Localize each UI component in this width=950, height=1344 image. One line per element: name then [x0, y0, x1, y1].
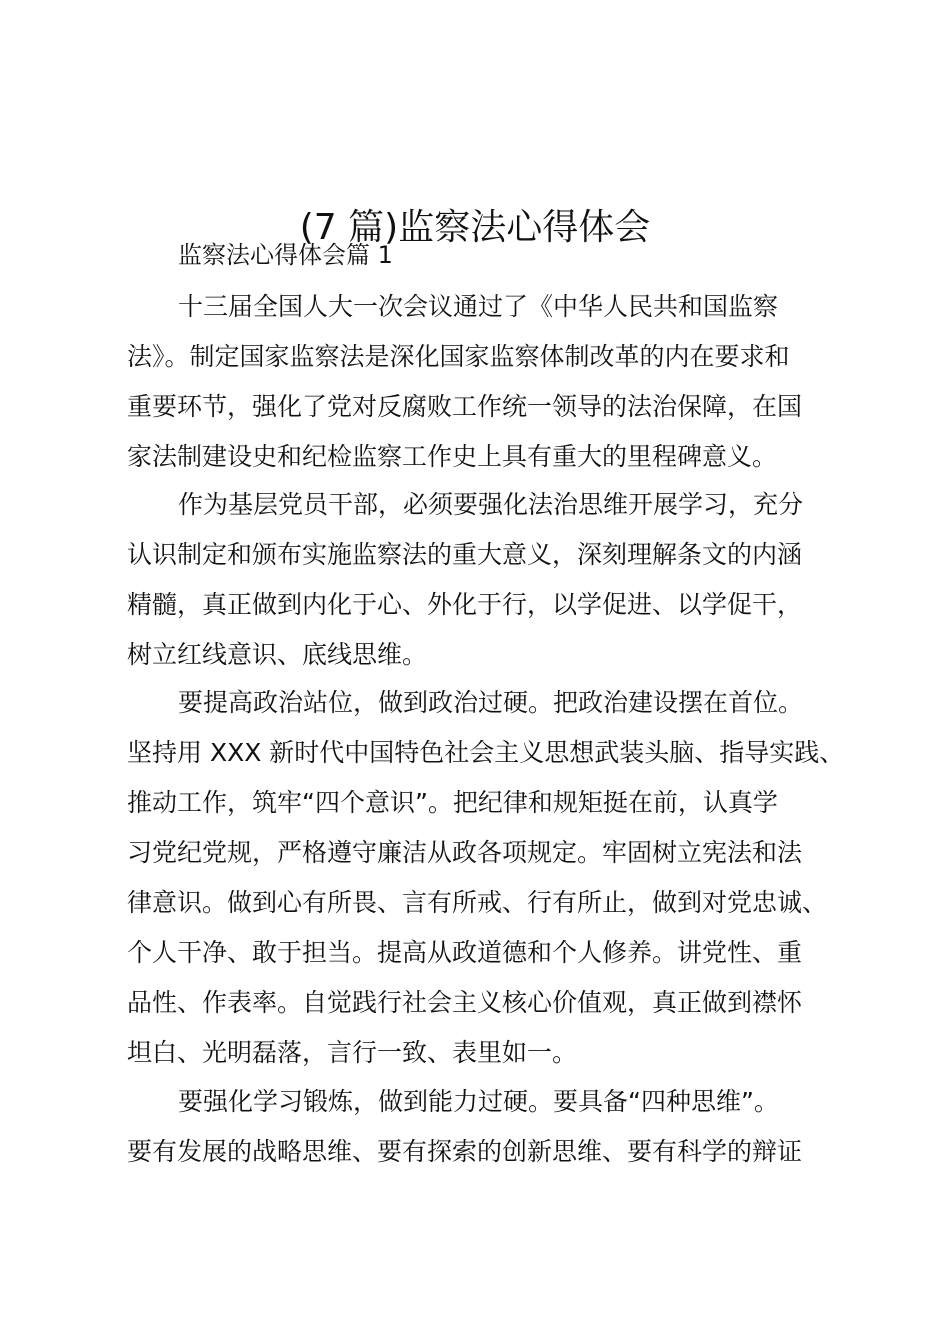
- paragraph-4: [127, 1077, 847, 1177]
- paragraph-line: 坚持用 XXX 新时代中国特色社会主义思想武装头脑、指导实践、: [127, 738, 845, 767]
- paragraph-line: 推动工作，筑牢“四个意识”。把纪律和规矩挺在前，认真学: [127, 788, 778, 817]
- paragraph-line: 精髓，真正做到内化于心、外化于行，以学促进、以学促干，: [127, 590, 803, 619]
- paragraph-line: 家法制建设史和纪检监察工作史上具有重大的里程碑意义。: [127, 442, 778, 471]
- paragraph-1: [127, 282, 847, 482]
- paragraph-line: 律意识。做到心有所畏、言有所戒、行有所止，做到对党忠诚、: [127, 888, 828, 917]
- paragraph-line: 作为基层党员干部，必须要强化法治思维开展学习，充分: [178, 490, 804, 519]
- paragraph-line: 认识制定和颁布实施监察法的重大意义，深刻理解条文的内涵: [127, 540, 803, 569]
- paragraph-line: 要提高政治站位，做到政治过硬。把政治建设摆在首位。: [178, 688, 804, 717]
- paragraph-line: 十三届全国人大一次会议通过了《中华人民共和国监察: [178, 292, 779, 321]
- paragraph-3: [127, 678, 847, 1078]
- paragraph-line: 品性、作表率。自觉践行社会主义核心价值观，真正做到襟怀: [127, 988, 803, 1017]
- paragraph-2: [127, 480, 847, 680]
- paragraph-line: 法》。制定国家监察法是深化国家监察体制改革的内在要求和: [127, 342, 790, 371]
- paragraph-line: 树立红线意识、底线思维。: [127, 640, 428, 669]
- paragraph-line: 坦白、光明磊落，言行一致、表里如一。: [127, 1038, 578, 1067]
- paragraph-line: 要强化学习锻炼，做到能力过硬。要具备“四种思维”。: [178, 1087, 779, 1116]
- paragraph-line: 要有发展的战略思维、要有探索的创新思维、要有科学的辩证: [127, 1137, 803, 1166]
- document-title: (7 篇)监察法心得体会: [299, 207, 651, 249]
- paragraph-line: 个人干净、敢于担当。提高从政道德和个人修养。讲党性、重: [127, 938, 803, 967]
- paragraph-line: 习党纪党规，严格遵守廉洁从政各项规定。牢固树立宪法和法: [127, 838, 803, 867]
- paragraph-line: 重要环节，强化了党对反腐败工作统一领导的法治保障，在国: [127, 392, 803, 421]
- section-heading: 监察法心得体会篇 1: [178, 241, 393, 269]
